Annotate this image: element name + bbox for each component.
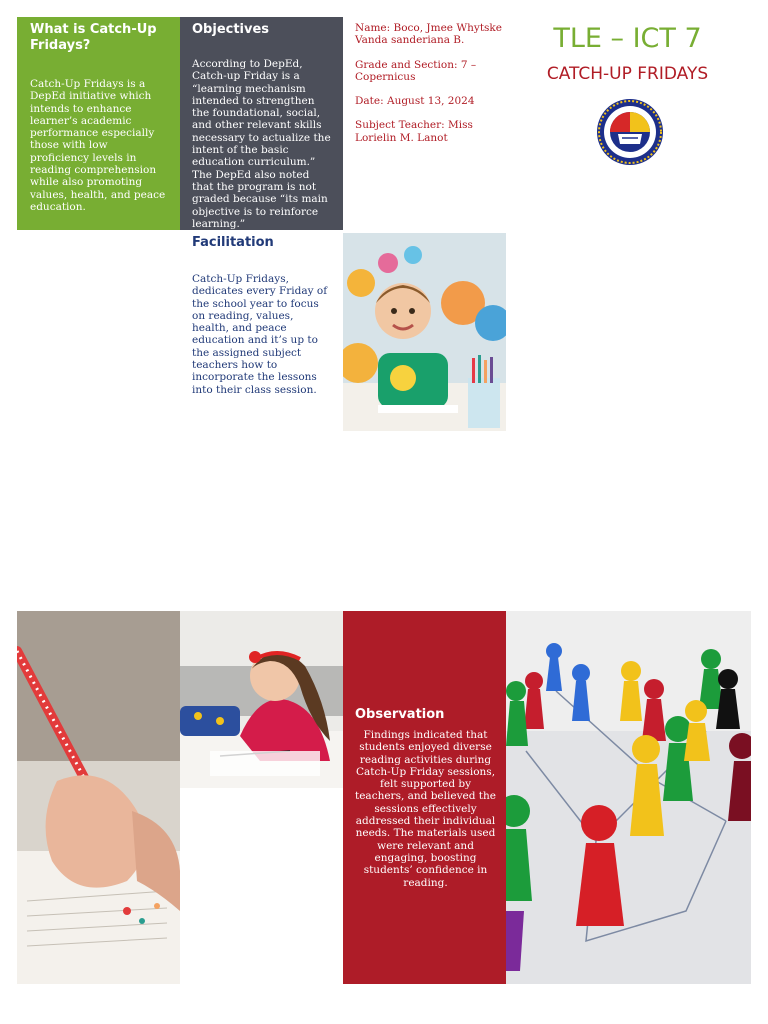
observation-panel (343, 611, 506, 984)
school-seal-icon (596, 98, 664, 166)
grade-section: Grade and Section: 7 – Copernicus (355, 58, 477, 83)
pawns-network-photo (506, 611, 751, 984)
observation-heading: Observation (355, 707, 445, 722)
girl-drawing-photo (180, 611, 343, 788)
what-is-panel (17, 17, 180, 230)
boy-drawing-photo (343, 233, 506, 431)
page-subtitle: CATCH-UP FRIDAYS (546, 64, 709, 84)
facilitation-panel (180, 230, 343, 430)
date: Date: August 13, 2024 (355, 95, 475, 108)
what-is-heading: What is Catch-Up Fridays? (30, 22, 157, 53)
student-name: Name: Boco, Jmee Whytske Vanda sanderiana B. (355, 22, 503, 47)
facilitation-body: Catch-Up Fridays, dedicates every Friday of the school year to focus on reading, values, health, and peace education and it’s up to the assigned subject teachers how to incorporate the lessons into their class session. (192, 273, 328, 396)
objectives-panel (180, 17, 343, 230)
subject-teacher: Subject Teacher: Miss Lorielin M. Lanot (355, 119, 473, 144)
objectives-heading: Objectives (192, 22, 270, 37)
student-info (355, 22, 515, 156)
observation-body: Findings indicated that students enjoyed diverse reading activities during Catch-Up Friday sessions, felt supported by teachers, and believed the sessions effectively addressed their individual needs. The materials used were relevant and engaging, boosting students’ confidence in reading. (355, 729, 496, 889)
what-is-body: Catch-Up Fridays is a DepEd initiative which intends to enhance learner’s academic performance especially those with low proficiency levels in reading comprehension while also promoting values, health, and peace education. (30, 78, 166, 213)
page-title: TLE – ICT 7 (553, 23, 702, 54)
objectives-body: According to DepEd, Catch-up Friday is a “learning mechanism intended to strengthen the foundational, social, and other relevant skills necessary to actualize the intent of the basic education curriculum.” The DepEd also noted that the program is not graded because “its main objective is to reinforce learning.” (192, 58, 331, 230)
facilitation-heading: Facilitation (192, 235, 274, 250)
hand-writing-photo (17, 611, 180, 984)
